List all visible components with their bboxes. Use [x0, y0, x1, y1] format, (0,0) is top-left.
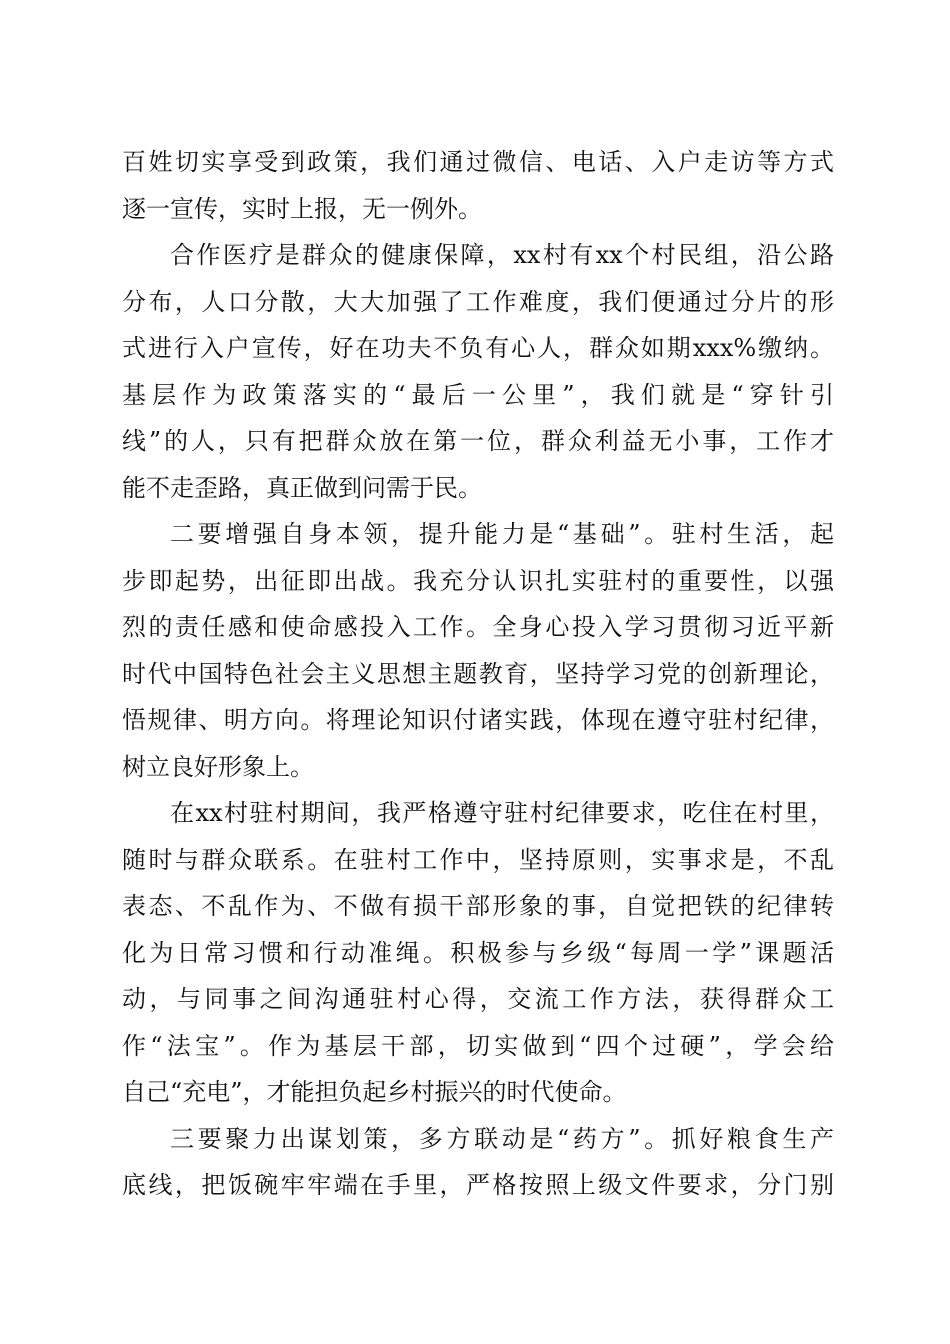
text-line: 底线，把饭碗牢牢端在手里，严格按照上级文件要求，分门别: [122, 1171, 834, 1199]
text-line: 线”的人，只有把群众放在第一位，群众利益无小事，工作才: [122, 427, 834, 455]
text-line: 二要增强自身本领，提升能力是“基础”。驻村生活，起: [170, 520, 834, 548]
paragraph-1: [122, 139, 834, 232]
paragraph-2: [122, 232, 834, 511]
paragraph-4: [122, 790, 834, 1116]
text-line: 基层作为政策落实的“最后一公里”，我们就是“穿针引: [122, 380, 834, 409]
text-line: 动，与同事之间沟通驻村心得，交流工作方法，获得群众工: [122, 985, 834, 1013]
text-line: 表态、不乱作为、不做有损干部形象的事，自觉把铁的纪律转: [122, 892, 834, 920]
text-line: 悟规律、明方向。将理论知识付诸实践，体现在遵守驻村纪律，: [122, 706, 834, 734]
text-line: 作“法宝”。作为基层干部，切实做到“四个过硬”，学会给: [122, 1031, 834, 1060]
paragraph-5: [122, 1116, 834, 1209]
text-line: 烈的责任感和使命感投入工作。全身心投入学习贯彻习近平新: [122, 613, 834, 641]
text-line: 三要聚力出谋划策，多方联动是“药方”。抓好粮食生产: [170, 1124, 834, 1153]
text-line: 分布，人口分散，大大加强了工作难度，我们便通过分片的形: [122, 287, 834, 316]
text-line: 化为日常习惯和行动准绳。积极参与乡级“每周一学”课题活: [122, 938, 834, 967]
text-line: 随时与群众联系。在驻村工作中，坚持原则，实事求是，不乱: [122, 845, 834, 874]
text-line: 逐一宣传，实时上报，无一例外。: [122, 194, 482, 223]
text-line: 式进行入户宣传，好在功夫不负有心人，群众如期xxx%缴纳。: [122, 334, 834, 362]
text-line: 在xx村驻村期间，我严格遵守驻村纪律要求，吃住在村里，: [170, 799, 834, 827]
paragraph-3: [122, 511, 834, 790]
text-line: 步即起势，出征即出战。我充分认识扎实驻村的重要性，以强: [122, 566, 834, 595]
text-line: 百姓切实享受到政策，我们通过微信、电话、入户走访等方式: [122, 148, 834, 176]
text-line: 合作医疗是群众的健康保障，xx村有xx个村民组，沿公路: [170, 241, 834, 269]
text-line: 能不走歪路，真正做到问需于民。: [122, 473, 482, 502]
text-line: 自己“充电”，才能担负起乡村振兴的时代使命。: [122, 1078, 627, 1106]
text-line: 时代中国特色社会主义思想主题教育，坚持学习党的创新理论，: [122, 659, 834, 688]
document-body: [122, 139, 834, 1209]
text-line: 树立良好形象上。: [122, 752, 314, 781]
